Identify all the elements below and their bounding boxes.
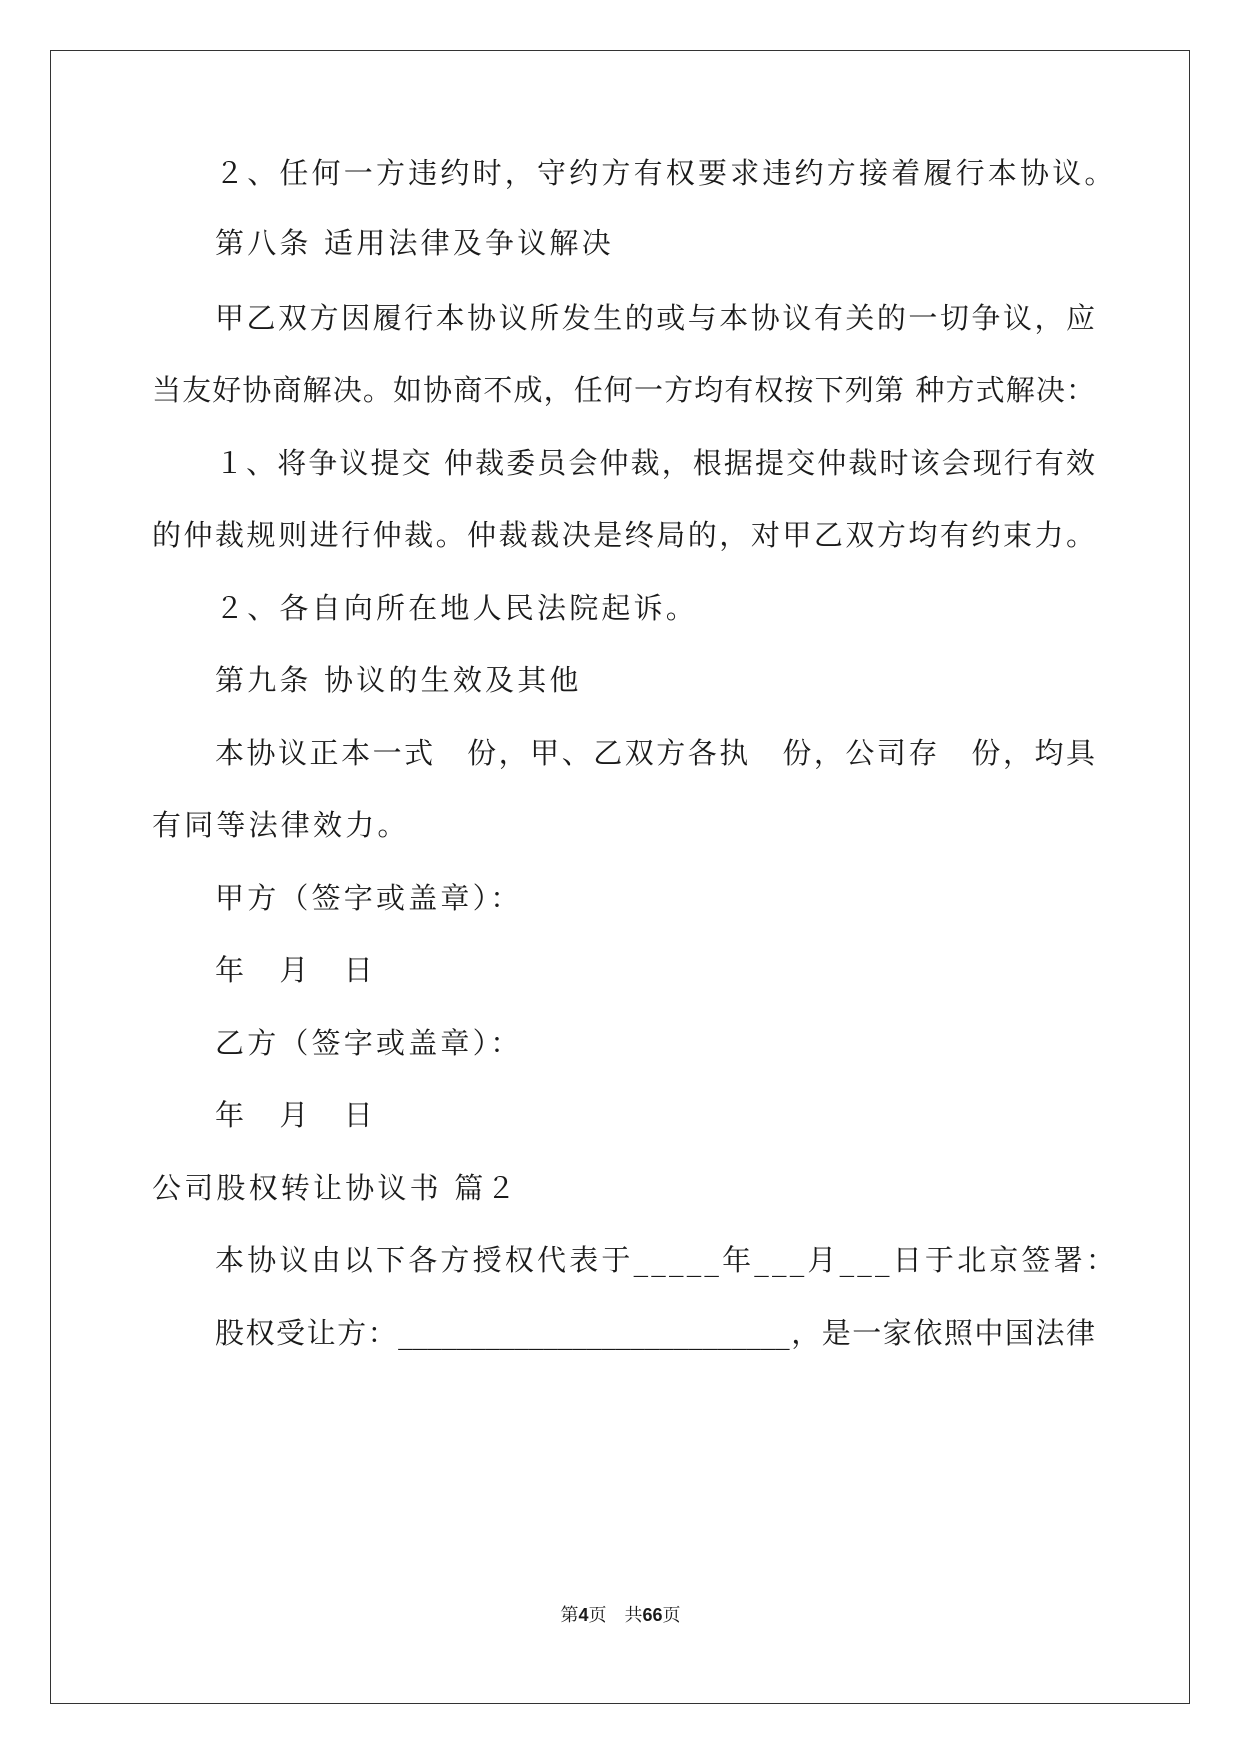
paragraph-dispute-line-1: 甲乙双方因履行本协议所发生的或与本协议有关的一切争议，应: [215, 301, 1095, 335]
paragraph-arbitration-line-1: １、将争议提交 仲裁委员会仲裁，根据提交仲裁时该会现行有效: [215, 446, 1095, 480]
footer-total-pages: 66: [642, 1605, 663, 1625]
paragraph-transferee: 股权受让方：___________________________，是一家依照中国法律: [215, 1316, 1095, 1350]
footer-mid: 页 共: [588, 1605, 643, 1626]
page-footer: [0, 1603, 1241, 1628]
paragraph-dispute-line-2: 当友好协商解决。如协商不成，任何一方均有权按下列第 种方式解决：: [152, 373, 1095, 407]
heading-article-8: 第八条 适用法律及争议解决: [215, 226, 614, 260]
paragraph-copies-line-1: 本协议正本一式 份，甲、乙双方各执 份，公司存 份，均具: [215, 736, 1095, 770]
section-title-part-2: 公司股权转让协议书 篇２: [152, 1171, 519, 1205]
paragraph-breach-clause-2: ２、任何一方违约时，守约方有权要求违约方接着履行本协议。: [215, 156, 1117, 190]
signature-party-a: 甲方（签字或盖章）：: [215, 881, 523, 915]
paragraph-signing-date: 本协议由以下各方授权代表于_____年___月___日于北京签署：: [215, 1243, 1119, 1277]
paragraph-copies-line-2: 有同等法律效力。: [152, 808, 410, 842]
date-party-a: 年 月 日: [215, 953, 377, 987]
footer-prefix: 第: [560, 1605, 579, 1626]
heading-article-9: 第九条 协议的生效及其他: [215, 663, 582, 697]
paragraph-court-option: ２、各自向所在地人民法院起诉。: [215, 591, 699, 625]
paragraph-arbitration-line-2: 的仲裁规则进行仲裁。仲裁裁决是终局的，对甲乙双方均有约束力。: [152, 518, 1095, 552]
footer-suffix: 页: [662, 1605, 681, 1626]
footer-page-number: 4: [578, 1605, 589, 1625]
date-party-b: 年 月 日: [215, 1098, 377, 1132]
signature-party-b: 乙方（签字或盖章）：: [215, 1026, 523, 1060]
